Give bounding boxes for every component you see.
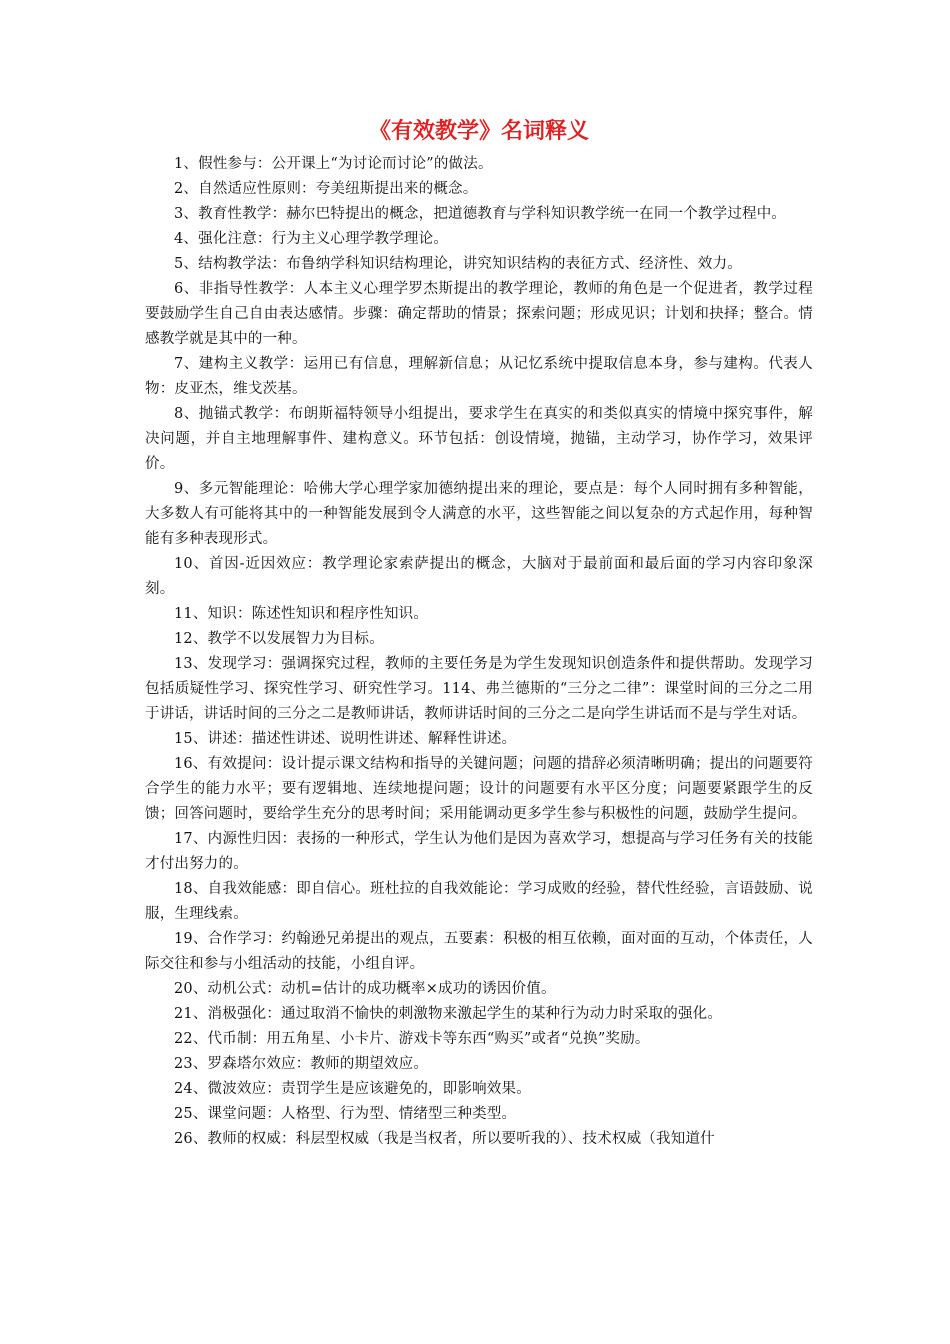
- definition-item: 9、多元智能理论：哈佛大学心理学家加德纳提出来的理论，要点是：每个人同时拥有多种智能，大多数人有可能将其中的一种智能发展到令人满意的水平，这些智能之间以复杂的方式起作用，每种智能有多种表现形式。: [145, 481, 813, 547]
- definition-item: 12、教学不以发展智力为目标。: [174, 631, 384, 647]
- definition-item: 1、假性参与：公开课上“为讨论而讨论”的做法。: [174, 156, 493, 172]
- document-page: [145, 112, 813, 1152]
- definition-item: 20、动机公式：动机=估计的成功概率×成功的诱因价值。: [174, 981, 556, 997]
- definition-item: 24、微波效应：责罚学生是应该避免的，即影响效果。: [174, 1081, 531, 1097]
- definition-item: 21、消极强化：通过取消不愉快的刺激物来激起学生的某种行为动力时采取的强化。: [174, 1006, 723, 1022]
- definition-item: 6、非指导性教学：人本主义心理学罗杰斯提出的教学理论，教师的角色是一个促进者，教学过程要鼓励学生自己自由表达感情。步骤：确定帮助的情景；探索问题；形成见识；计划和抉择；整合。情感教学就是其中的一种。: [145, 281, 813, 347]
- definition-item: 2、自然适应性原则：夸美纽斯提出来的概念。: [174, 181, 478, 197]
- definition-item: 3、教育性教学：赫尔巴特提出的概念，把道德教育与学科知识教学统一在同一个教学过程中。: [174, 206, 787, 222]
- definition-item: 26、教师的权威：科层型权威（我是当权者，所以要听我的）、技术权威（我知道什: [174, 1131, 715, 1147]
- definition-item: 18、自我效能感：即自信心。班杜拉的自我效能论：学习成败的经验，替代性经验，言语鼓励、说服，生理线索。: [145, 881, 813, 922]
- definition-item: 15、讲述：描述性讲述、说明性讲述、解释性讲述。: [174, 731, 517, 747]
- definition-item: 22、代币制：用五角星、小卡片、游戏卡等东西“购买”或者“兑换”奖励。: [174, 1031, 650, 1047]
- document-title: 《有效教学》名词释义: [368, 119, 589, 144]
- definition-item: 5、结构教学法：布鲁纳学科知识结构理论，讲究知识结构的表征方式、经济性、效力。: [174, 256, 743, 272]
- definition-item: 17、内源性归因：表扬的一种形式，学生认为他们是因为喜欢学习，想提高与学习任务有关的技能才付出努力的。: [145, 831, 813, 872]
- definition-item: 25、课堂问题：人格型、行为型、情绪型三种类型。: [174, 1106, 517, 1122]
- definition-item: 11、知识：陈述性知识和程序性知识。: [174, 606, 429, 622]
- definition-item: 19、合作学习：约翰逊兄弟提出的观点，五要素：积极的相互依赖，面对面的互动，个体责任，人际交往和参与小组活动的技能，小组自评。: [145, 931, 813, 972]
- definition-item: 13、发现学习：强调探究过程，教师的主要任务是为学生发现知识创造条件和提供帮助。发现学习包括质疑性学习、探究性学习、研究性学习。114、弗兰德斯的“三分之二律”：课堂时间的三分之二用于讲话，讲话时间的三分之二是教师讲话，教师讲话时间的三分之二是向学生讲话而不是与学生对话。: [145, 656, 813, 722]
- definition-list: [145, 152, 813, 1152]
- definition-item: 16、有效提问：设计提示课文结构和指导的关键问题；问题的措辞必须清晰明确；提出的问题要符合学生的能力水平；要有逻辑地、连续地提问题；设计的问题要有水平区分度；问题要紧跟学生的反馈；回答问题时，要给学生充分的思考时间；采用能调动更多学生参与积极性的问题，鼓励学生提问。: [145, 756, 813, 822]
- definition-item: 8、抛锚式教学：布朗斯福特领导小组提出，要求学生在真实的和类似真实的情境中探究事件，解决问题，并自主地理解事件、建构意义。环节包括：创设情境，抛锚，主动学习，协作学习，效果评价。: [145, 406, 813, 472]
- definition-item: 4、强化注意：行为主义心理学教学理论。: [174, 231, 449, 247]
- definition-item: 10、首因-近因效应：教学理论家索萨提出的概念，大脑对于最前面和最后面的学习内容印象深刻。: [145, 556, 813, 597]
- definition-item: 23、罗森塔尔效应：教师的期望效应。: [174, 1056, 429, 1072]
- definition-item: 7、建构主义教学：运用已有信息，理解新信息；从记忆系统中提取信息本身，参与建构。代表人物：皮亚杰，维戈茨基。: [145, 356, 813, 397]
